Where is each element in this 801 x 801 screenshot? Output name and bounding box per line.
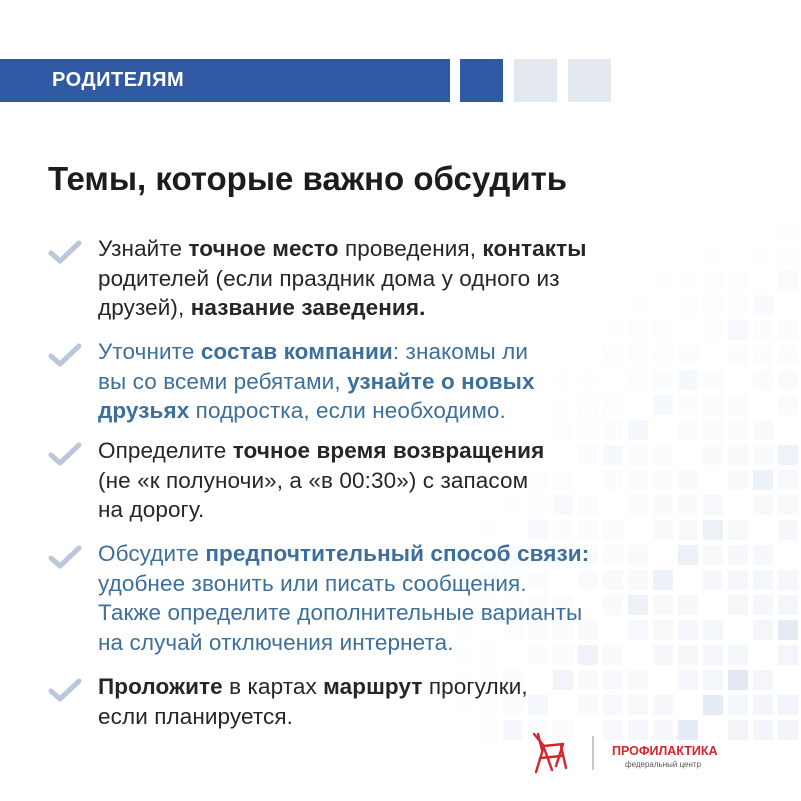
topic-line xyxy=(98,466,738,496)
topic-line xyxy=(98,702,738,732)
topic-item xyxy=(98,436,738,525)
bg-square xyxy=(753,370,773,390)
bg-square xyxy=(753,345,773,365)
header-square-3 xyxy=(568,59,611,102)
bg-square xyxy=(778,645,798,665)
topic-line xyxy=(98,628,738,658)
bg-square xyxy=(753,295,773,315)
topic-text: Также определите дополнительные варианты xyxy=(98,600,583,625)
check-icon xyxy=(48,240,82,264)
header-square-2 xyxy=(514,59,557,102)
bg-square xyxy=(778,595,798,615)
bg-square xyxy=(778,245,798,265)
bg-square xyxy=(778,345,798,365)
topic-text-bold: предпочтительный способ связи: xyxy=(205,541,590,566)
bg-square xyxy=(778,620,798,640)
topic-line xyxy=(98,367,738,397)
check-icon xyxy=(48,442,82,466)
topic-text: вы со всеми ребятами, xyxy=(98,368,348,394)
bg-square xyxy=(753,470,773,490)
bg-square xyxy=(753,620,773,640)
check-icon xyxy=(48,545,82,569)
topic-text-bold: точное время возвращения xyxy=(232,438,545,463)
bg-square xyxy=(778,370,798,390)
bg-square xyxy=(778,495,798,515)
topic-line xyxy=(98,539,738,569)
topic-line xyxy=(98,436,738,466)
topic-item xyxy=(98,234,738,323)
bg-square xyxy=(778,445,798,465)
bg-square xyxy=(778,520,798,540)
footer-org-title: ПРОФИЛАКТИКА xyxy=(612,744,718,758)
bg-square xyxy=(753,495,773,515)
topic-text: прогулки, xyxy=(422,674,528,699)
topic-text: Определите xyxy=(98,438,233,463)
topic-text-bold: точное место xyxy=(188,236,339,261)
topic-text: на дорогу. xyxy=(98,497,205,522)
bg-square xyxy=(778,720,798,740)
topic-text: Узнайте xyxy=(98,236,189,261)
topic-text: : знакомы ли xyxy=(392,339,528,364)
header-label: РОДИТЕЛЯМ xyxy=(52,69,185,91)
topic-text-bold: Проложите xyxy=(98,674,223,699)
topic-line xyxy=(98,234,738,264)
topic-line xyxy=(98,264,738,294)
topic-line xyxy=(98,495,738,525)
bg-square xyxy=(778,695,798,715)
topic-line xyxy=(98,598,738,628)
topic-line xyxy=(98,293,738,323)
header-bar xyxy=(0,59,450,102)
topic-text-bold: состав компании xyxy=(200,339,393,364)
footer-org-subtitle: федеральный центр xyxy=(625,760,702,769)
topic-text: на случай отключения интернета. xyxy=(98,629,454,655)
topic-text: подростка, если необходимо. xyxy=(189,398,506,423)
topic-text-bold: контакты xyxy=(482,236,587,261)
check-icon xyxy=(48,343,82,367)
bg-square xyxy=(753,595,773,615)
bg-square xyxy=(753,695,773,715)
topic-text: проведения, xyxy=(338,236,483,261)
topic-text: удобнее звонить или писать сообщения. xyxy=(98,570,527,596)
topic-text: друзей), xyxy=(98,295,191,320)
topic-line xyxy=(98,672,738,702)
bg-square xyxy=(778,395,798,415)
topic-item xyxy=(98,672,738,731)
topic-text-bold: название заведения. xyxy=(190,295,426,320)
topic-item xyxy=(98,539,738,657)
chair-logo-icon xyxy=(530,730,570,776)
bg-square xyxy=(753,420,773,440)
topic-line xyxy=(98,337,738,367)
bg-square xyxy=(753,245,773,265)
topic-text: родителей (если праздник дома у одного из xyxy=(98,265,560,291)
topic-line xyxy=(98,569,738,599)
bg-square xyxy=(778,570,798,590)
topic-text: Уточните xyxy=(98,339,201,364)
topic-text: (не «к полуночи», а «в 00:30») с запасом xyxy=(98,467,529,493)
bg-square xyxy=(753,720,773,740)
bg-square xyxy=(778,220,798,240)
check-icon xyxy=(48,678,82,702)
bg-square xyxy=(778,470,798,490)
page-title: Темы, которые важно обсудить xyxy=(48,160,568,197)
header-square-1 xyxy=(460,59,503,102)
topic-text-bold: маршрут xyxy=(323,674,423,699)
topic-line xyxy=(98,396,738,426)
topic-item xyxy=(98,337,738,426)
bg-square xyxy=(753,570,773,590)
bg-square xyxy=(753,445,773,465)
topic-text: Обсудите xyxy=(98,541,206,566)
bg-square xyxy=(778,320,798,340)
bg-square xyxy=(778,270,798,290)
footer-logo xyxy=(530,730,730,780)
bg-square xyxy=(753,545,773,565)
bg-square xyxy=(753,320,773,340)
footer-divider xyxy=(592,736,594,770)
topic-text: если планируется. xyxy=(98,703,293,729)
topic-text-bold: узнайте о новых xyxy=(347,368,535,394)
bg-square xyxy=(753,670,773,690)
topic-text-bold: друзьях xyxy=(98,398,190,423)
topic-text: в картах xyxy=(222,674,324,699)
